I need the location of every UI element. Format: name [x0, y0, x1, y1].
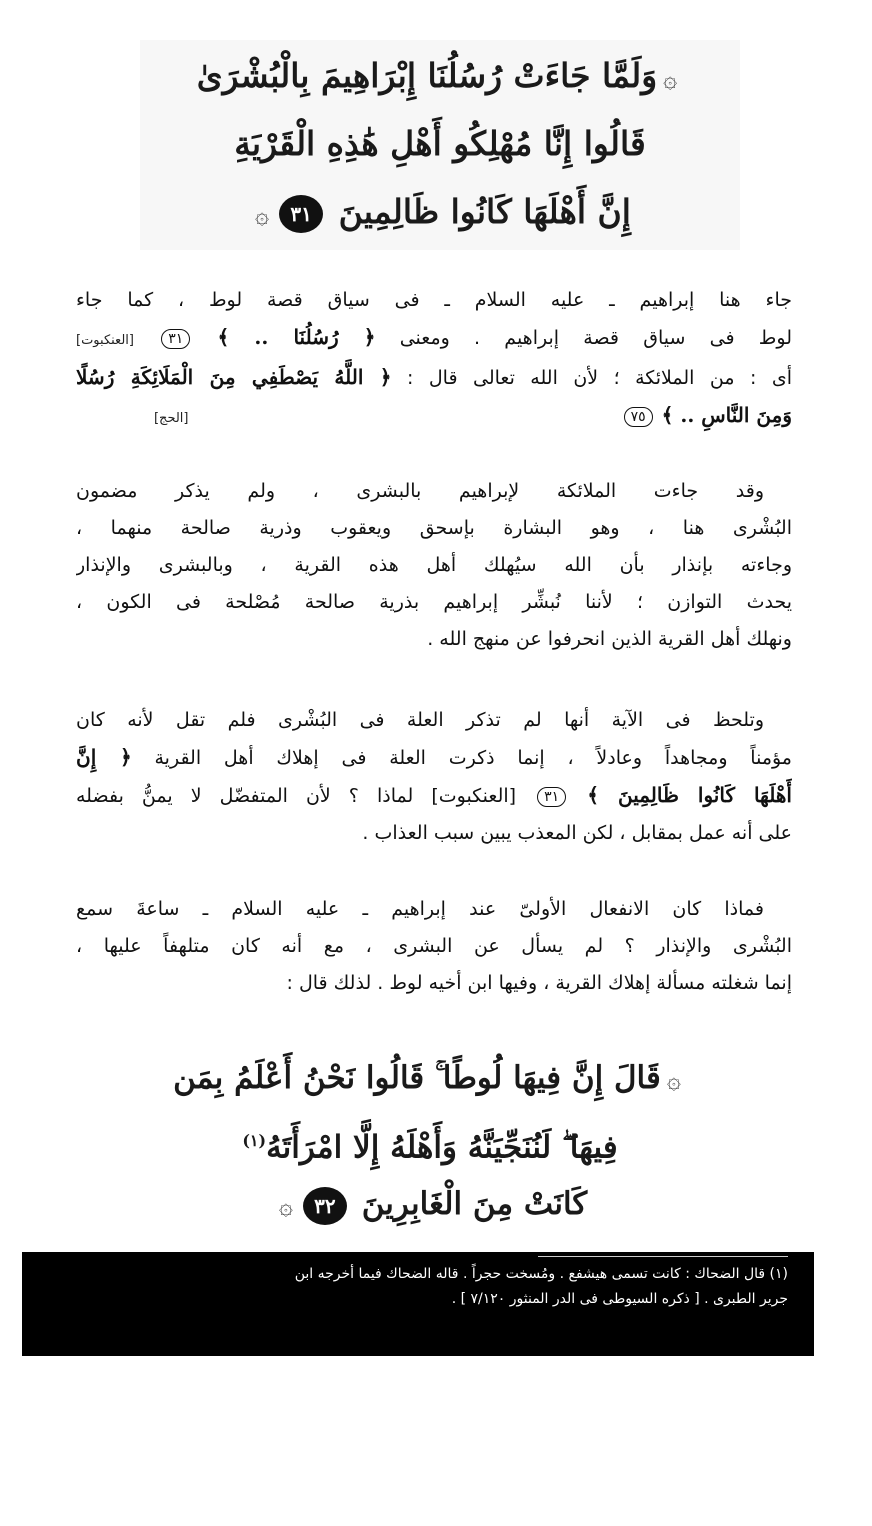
footnote-divider: [538, 1256, 788, 1257]
verse-block-bottom: [150, 1045, 710, 1240]
verse-number-badge: ٣١: [161, 329, 190, 349]
text-line: البُشْرى هنا ، وهو البشارة بإسحق ويعقوب وذرية صالحة منهما ،: [76, 517, 792, 539]
paragraph-2: [76, 473, 792, 658]
verse-text: قَالُوا إِنَّا مُهْلِكُو أَهْلِ هَٰذِهِ الْقَرْيَةِ: [234, 124, 646, 163]
verse-text: فِيهَا ۖ لَنُنَجِّيَنَّهُ وَأَهْلَهُ إِلَّا امْرَأَتَهُ: [266, 1129, 618, 1166]
text-line: وجاءته بإنذار بأن الله سيُهلك أهل هذه القرية ، وبالبشرى والإنذار: [76, 554, 792, 576]
quran-quote: أَهْلَهَا كَانُوا ظَالِمِينَ ﴾: [587, 783, 792, 807]
footnote-box: [22, 1252, 814, 1356]
paragraph-1: [76, 282, 792, 437]
text-line: جاء هنا إبراهيم ـ عليه السلام ـ فى سياق قصة لوط ، كما جاء: [76, 289, 792, 311]
verse-number-badge: ٣٢: [303, 1187, 347, 1225]
text-line: [76, 397, 792, 437]
footnote-line: (١) قال الضحاك : كانت تسمى هيشفع . ومُسخت حجراً . قاله الضحاك فيما أخرجه ابن: [294, 1266, 788, 1282]
verse-line: [150, 1111, 710, 1171]
text-span: مؤمناً ومجاهداً وعادلاً ، إنما ذكرت العلة فى إهلاك أهل القرية: [154, 747, 792, 769]
text-line: وقد جاءت الملائكة لإبراهيم بالبشرى ، ولم يذكر مضمون: [76, 480, 764, 502]
verse-text: كَانَتْ مِنَ الْغَابِرِينَ: [361, 1186, 588, 1222]
quran-quote: ﴿ إِنَّ: [76, 745, 132, 769]
verse-text: إِنَّ أَهْلَهَا كَانُوا ظَالِمِينَ: [338, 192, 631, 231]
text-line: [76, 359, 792, 397]
verse-number-badge: ٧٥: [624, 407, 653, 427]
verse-text: قَالَ إِنَّ فِيهَا لُوطًا ۚ قَالُوا نَحْنُ أَعْلَمُ بِمَن: [173, 1060, 661, 1096]
verse-number-badge: ٣١: [537, 787, 566, 807]
verse-line: [140, 180, 740, 244]
text-line: فماذا كان الانفعال الأولىّ عند إبراهيم ـ عليه السلام ـ ساعةَ سمع: [76, 898, 764, 920]
surah-reference: [الحج]: [153, 411, 189, 426]
verse-ornament-icon: ۞: [666, 1066, 681, 1094]
paragraph-4: [76, 891, 792, 1002]
text-line: [76, 739, 792, 777]
text-line: [76, 777, 792, 815]
footnote-line: جرير الطبرى . [ ذكره السيوطى فى الدر المنثور ٧/١٢٠ ] .: [451, 1291, 788, 1307]
verse-number-badge: ٣١: [279, 195, 323, 233]
verse-line: [140, 44, 740, 108]
verse-block-top: [140, 40, 740, 250]
quran-quote: ﴿ اللَّهُ يَصْطَفِي مِنَ الْمَلَائِكَةِ رُسُلًا: [76, 365, 392, 389]
surah-reference: [العنكبوت]: [76, 333, 134, 348]
verse-ornament-icon: ۞: [278, 1192, 293, 1220]
verse-text: وَلَمَّا جَاءَتْ رُسُلُنَا إِبْرَاهِيمَ بِالْبُشْرَىٰ: [196, 56, 658, 95]
text-line: وتلحظ فى الآية أنها لم تذكر العلة فى البُشْرى فلم تقل لأنه كان: [76, 709, 764, 731]
text-line: إنما شغلته مسألة إهلاك القرية ، وفيها ابن أخيه لوط . لذلك قال :: [286, 972, 792, 994]
quran-quote: وَمِنَ النَّاسِ .. ﴾: [661, 403, 792, 427]
footnote-marker[interactable]: (١): [242, 1131, 267, 1150]
text-span: لوط فى سياق قصة إبراهيم . ومعنى: [399, 327, 792, 349]
quran-quote: ﴿ رُسُلُنَا .. ﴾: [217, 325, 376, 349]
text-span: أى : من الملائكة ؛ لأن الله تعالى قال :: [406, 367, 792, 389]
verse-line: [140, 112, 740, 176]
text-span: [العنكبوت] لماذا ؟ لأن المتفضّل لا يمنُّ بفضله: [76, 785, 517, 807]
text-line: [76, 319, 792, 359]
paragraph-3: [76, 702, 792, 852]
verse-ornament-icon: ۞: [663, 65, 678, 93]
text-line: ونهلك أهل القرية الذين انحرفوا عن منهج الله .: [427, 628, 792, 650]
verse-ornament-icon: ۞: [255, 201, 270, 229]
text-line: يحدث التوازن ؛ لأننا نُبشِّر إبراهيم بذرية صالحة مُصْلحة فى الكون ،: [76, 591, 792, 613]
verse-line: [150, 1048, 710, 1108]
verse-line: [150, 1174, 710, 1234]
text-line: على أنه عمل بمقابل ، لكن المعذب يبين سبب العذاب .: [362, 822, 792, 844]
text-line: البُشْرى والإنذار ؟ لم يسأل عن البشرى ، مع أنه كان متلهفاً عليها ،: [76, 935, 792, 957]
